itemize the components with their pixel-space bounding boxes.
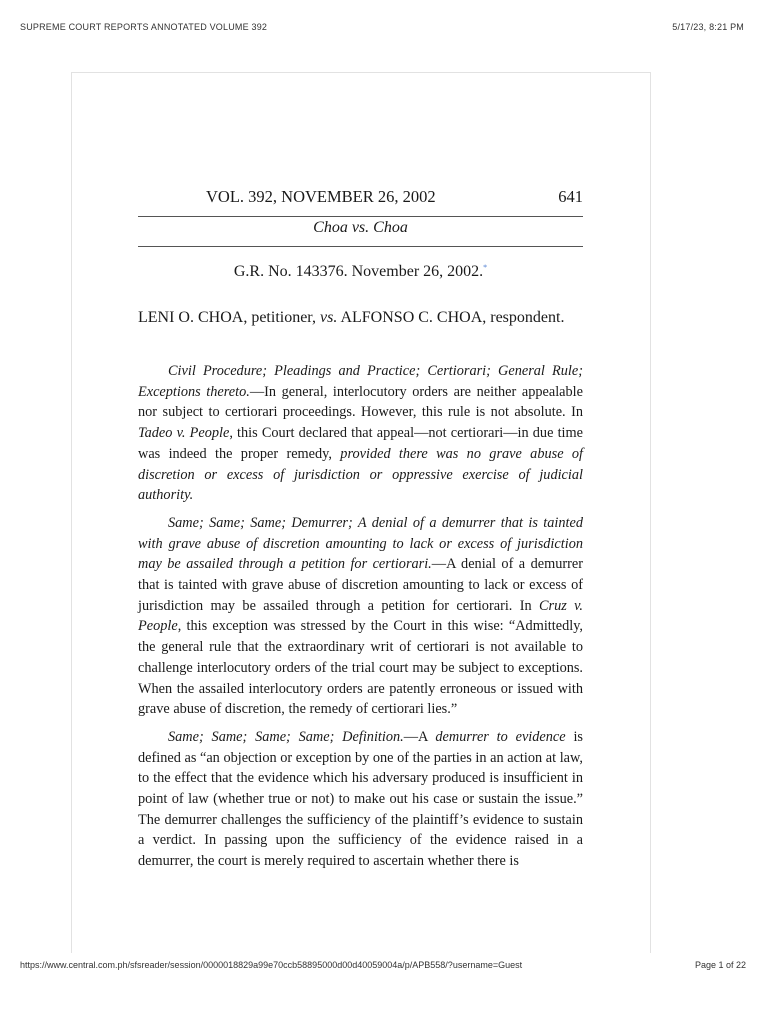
petitioner: LENI O. CHOA, petitioner,: [138, 309, 316, 326]
parties: [138, 307, 583, 328]
syllabus-text: —In general, interlocutory orders are neither appealable nor subject to certiorari proceedings. However, this rule is not absolute. In: [138, 383, 583, 421]
syllabus-text: , this Court declared that appeal—not certiorari—in due time was indeed the proper remedy,: [138, 425, 583, 462]
page-url: https://www.central.com.ph/sfsreader/session/0000018829a99e70ccb58895000d00d40059004a/p/APB558/?username=Guest: [20, 960, 523, 970]
syllabus-text: , this exception was stressed by the Court in this wise: “Admittedly, the general rule that the extraordinary writ of certiorari is not available to challenge interlocutory orders of the trial court may be subject to exceptions. When the assailed interlocutory orders are patently erroneous or issued with grave abuse of discretion, the remedy of certiorari lies.”: [138, 618, 583, 718]
syllabus-heading: Same; Same; Same; Same; Definition.: [168, 728, 404, 745]
header-rule-top: [138, 216, 583, 217]
defined-term: demurrer to evidence: [435, 728, 566, 745]
case-citation: Cruz v. People: [138, 597, 583, 635]
syllabus-paragraph-1: [138, 361, 583, 506]
footnote-link[interactable]: *: [483, 263, 488, 272]
respondent: ALFONSO C. CHOA, respondent.: [340, 309, 565, 326]
page-number: 641: [558, 187, 583, 206]
gr-number-text: G.R. No. 143376. November 26, 2002.: [233, 263, 484, 280]
syllabus-text: —A denial of a demurrer that is tainted with grave abuse of discretion amounting to lack or excess of jurisdiction may be assailed through a petition for certiorari. In: [138, 556, 583, 614]
case-caption: Choa vs. Choa: [313, 219, 408, 236]
syllabus-text: —A: [403, 728, 436, 745]
page-count: Page 1 of 22: [694, 960, 746, 970]
header-rule-bottom: [138, 246, 583, 247]
case-citation: Tadeo v. People: [138, 425, 230, 442]
gr-number: [138, 262, 583, 282]
syllabus-paragraph-2: [138, 513, 583, 720]
volume-line: VOL. 392, NOVEMBER 26, 2002: [206, 187, 436, 206]
running-header: [138, 187, 583, 207]
document-page: [71, 72, 651, 953]
print-timestamp: 5/17/23, 8:21 PM: [672, 22, 744, 32]
versus: vs.: [320, 309, 338, 326]
syllabus-paragraph-3: [138, 727, 583, 872]
syllabus-proviso: provided there was no grave abuse of discretion or excess of jurisdiction or oppressive exercise of judicial authority.: [138, 445, 583, 504]
syllabus-heading: Civil Procedure; Pleadings and Practice; Certiorari; General Rule; Exceptions thereto.: [138, 363, 583, 400]
page-content: [138, 187, 583, 872]
browser-print-title: SUPREME COURT REPORTS ANNOTATED VOLUME 392: [20, 22, 268, 32]
syllabus-text: is defined as “an objection or exception by one of the parties in an action at law, to the effect that the evidence which his adversary produced is insufficient in point of law (whether true or not) to make out his case or sustain the issue.” The demurrer challenges the sufficiency of the plaintiff’s evidence to sustain a verdict. In passing upon the sufficiency of the evidence raised in a demurrer, the court is merely required to ascertain whether there is: [138, 728, 583, 870]
syllabus-heading: Same; Same; Same; Demurrer; A denial of a demurrer that is tainted with grave abuse of discretion amounting to lack or excess of jurisdiction may be assailed through a petition for certiorari.: [138, 514, 583, 573]
